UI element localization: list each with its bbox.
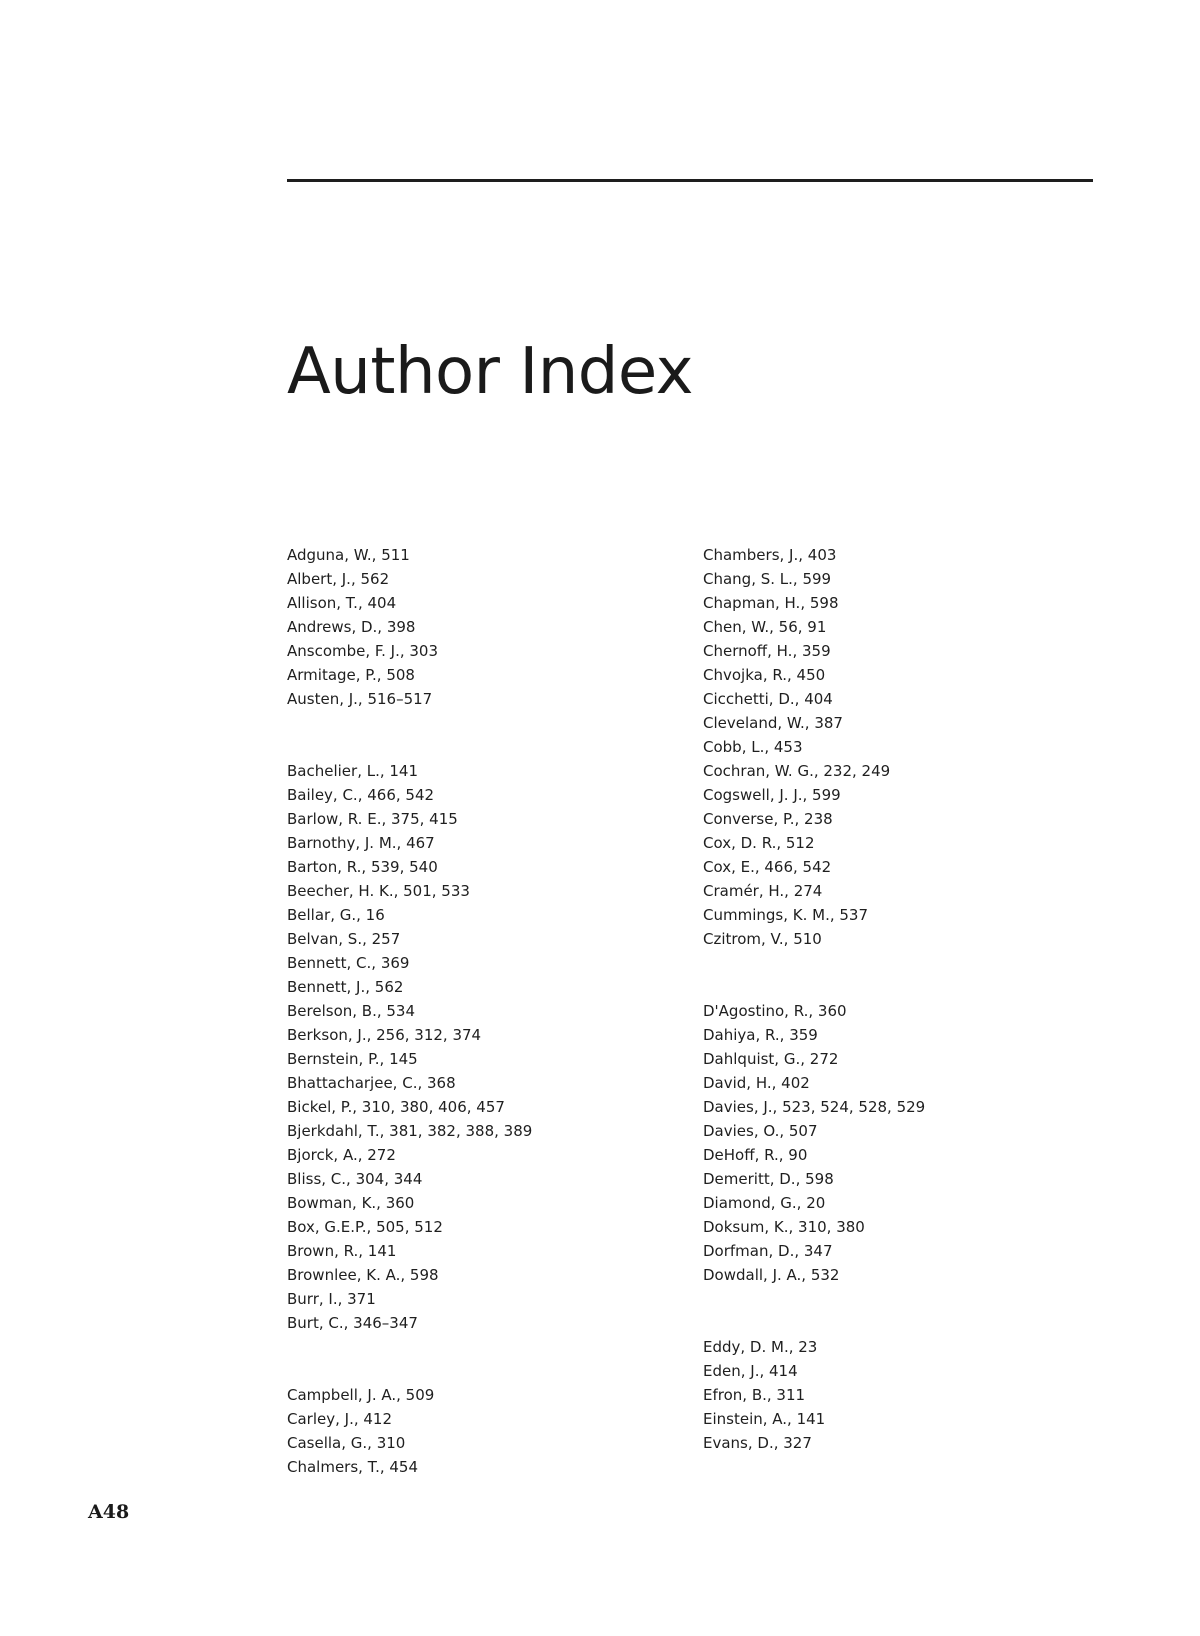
index-entry: Anscombe, F. J., 303 xyxy=(287,642,439,660)
index-entry: Davies, O., 507 xyxy=(703,1122,818,1140)
index-entry: Cobb, L., 453 xyxy=(703,738,803,756)
index-letter-group xyxy=(703,999,1103,1287)
index-entry: Bailey, C., 466, 542 xyxy=(287,786,435,804)
index-entry: Bellar, G., 16 xyxy=(287,906,385,924)
index-entry: Cogswell, J. J., 599 xyxy=(703,786,841,804)
index-letter-group xyxy=(703,1335,1103,1455)
index-entry: Barton, R., 539, 540 xyxy=(287,858,438,876)
index-entry: Dowdall, J. A., 532 xyxy=(703,1266,840,1284)
index-entry: Berkson, J., 256, 312, 374 xyxy=(287,1026,482,1044)
index-entry: Bennett, J., 562 xyxy=(287,978,404,996)
index-entry: Andrews, D., 398 xyxy=(287,618,416,636)
index-entry: Albert, J., 562 xyxy=(287,570,390,588)
page-title: Author Index xyxy=(287,335,693,409)
index-entry: Brown, R., 141 xyxy=(287,1242,397,1260)
index-entry: Bachelier, L., 141 xyxy=(287,762,419,780)
index-entry: Beecher, H. K., 501, 533 xyxy=(287,882,470,900)
index-entry: Barnothy, J. M., 467 xyxy=(287,834,435,852)
index-column-right xyxy=(703,543,1103,1503)
index-entry: Dorfman, D., 347 xyxy=(703,1242,833,1260)
index-entry: Eden, J., 414 xyxy=(703,1362,798,1380)
index-entry: Armitage, P., 508 xyxy=(287,666,415,684)
index-entry: Cochran, W. G., 232, 249 xyxy=(703,762,891,780)
page-number: A48 xyxy=(88,1501,130,1523)
index-entry: Berelson, B., 534 xyxy=(287,1002,416,1020)
index-entry: Bernstein, P., 145 xyxy=(287,1050,418,1068)
index-entry: D'Agostino, R., 360 xyxy=(703,1002,847,1020)
index-column-left xyxy=(287,543,687,1527)
index-entry: Demeritt, D., 598 xyxy=(703,1170,834,1188)
index-entry: Chen, W., 56, 91 xyxy=(703,618,827,636)
index-entry: Belvan, S., 257 xyxy=(287,930,401,948)
index-entry: Chalmers, T., 454 xyxy=(287,1458,419,1476)
index-letter-group xyxy=(287,543,687,711)
index-entry: DeHoff, R., 90 xyxy=(703,1146,808,1164)
index-entry: Bliss, C., 304, 344 xyxy=(287,1170,423,1188)
index-letter-group xyxy=(287,1383,687,1479)
index-entry: David, H., 402 xyxy=(703,1074,810,1092)
index-entry: Dahlquist, G., 272 xyxy=(703,1050,839,1068)
index-entry: Efron, B., 311 xyxy=(703,1386,806,1404)
index-entry: Doksum, K., 310, 380 xyxy=(703,1218,865,1236)
index-entry: Chvojka, R., 450 xyxy=(703,666,826,684)
index-entry: Box, G.E.P., 505, 512 xyxy=(287,1218,443,1236)
index-entry: Burr, I., 371 xyxy=(287,1290,376,1308)
index-entry: Einstein, A., 141 xyxy=(703,1410,826,1428)
index-entry: Brownlee, K. A., 598 xyxy=(287,1266,439,1284)
header-rule xyxy=(287,179,1093,182)
index-entry: Chernoff, H., 359 xyxy=(703,642,831,660)
index-entry: Chapman, H., 598 xyxy=(703,594,839,612)
index-entry: Campbell, J. A., 509 xyxy=(287,1386,435,1404)
index-entry: Bhattacharjee, C., 368 xyxy=(287,1074,456,1092)
index-entry: Adguna, W., 511 xyxy=(287,546,410,564)
index-entry: Chambers, J., 403 xyxy=(703,546,837,564)
index-letter-group xyxy=(287,759,687,1335)
index-entry: Cleveland, W., 387 xyxy=(703,714,843,732)
index-entry: Dahiya, R., 359 xyxy=(703,1026,818,1044)
index-entry: Bickel, P., 310, 380, 406, 457 xyxy=(287,1098,505,1116)
index-entry: Allison, T., 404 xyxy=(287,594,397,612)
index-entry: Davies, J., 523, 524, 528, 529 xyxy=(703,1098,926,1116)
index-entry: Burt, C., 346–347 xyxy=(287,1314,418,1332)
index-entry: Cramér, H., 274 xyxy=(703,882,823,900)
index-entry: Bjerkdahl, T., 381, 382, 388, 389 xyxy=(287,1122,533,1140)
index-entry: Cicchetti, D., 404 xyxy=(703,690,833,708)
index-entry: Carley, J., 412 xyxy=(287,1410,392,1428)
index-entry: Bjorck, A., 272 xyxy=(287,1146,396,1164)
index-entry: Bowman, K., 360 xyxy=(287,1194,415,1212)
index-entry: Cox, E., 466, 542 xyxy=(703,858,832,876)
index-entry: Bennett, C., 369 xyxy=(287,954,410,972)
index-entry: Evans, D., 327 xyxy=(703,1434,812,1452)
index-entry: Diamond, G., 20 xyxy=(703,1194,826,1212)
index-entry: Czitrom, V., 510 xyxy=(703,930,822,948)
index-entry: Barlow, R. E., 375, 415 xyxy=(287,810,458,828)
index-entry: Casella, G., 310 xyxy=(287,1434,406,1452)
index-entry: Austen, J., 516–517 xyxy=(287,690,433,708)
index-letter-group xyxy=(703,543,1103,951)
index-entry: Converse, P., 238 xyxy=(703,810,833,828)
index-entry: Cummings, K. M., 537 xyxy=(703,906,868,924)
index-entry: Cox, D. R., 512 xyxy=(703,834,815,852)
index-entry: Eddy, D. M., 23 xyxy=(703,1338,818,1356)
index-entry: Chang, S. L., 599 xyxy=(703,570,832,588)
